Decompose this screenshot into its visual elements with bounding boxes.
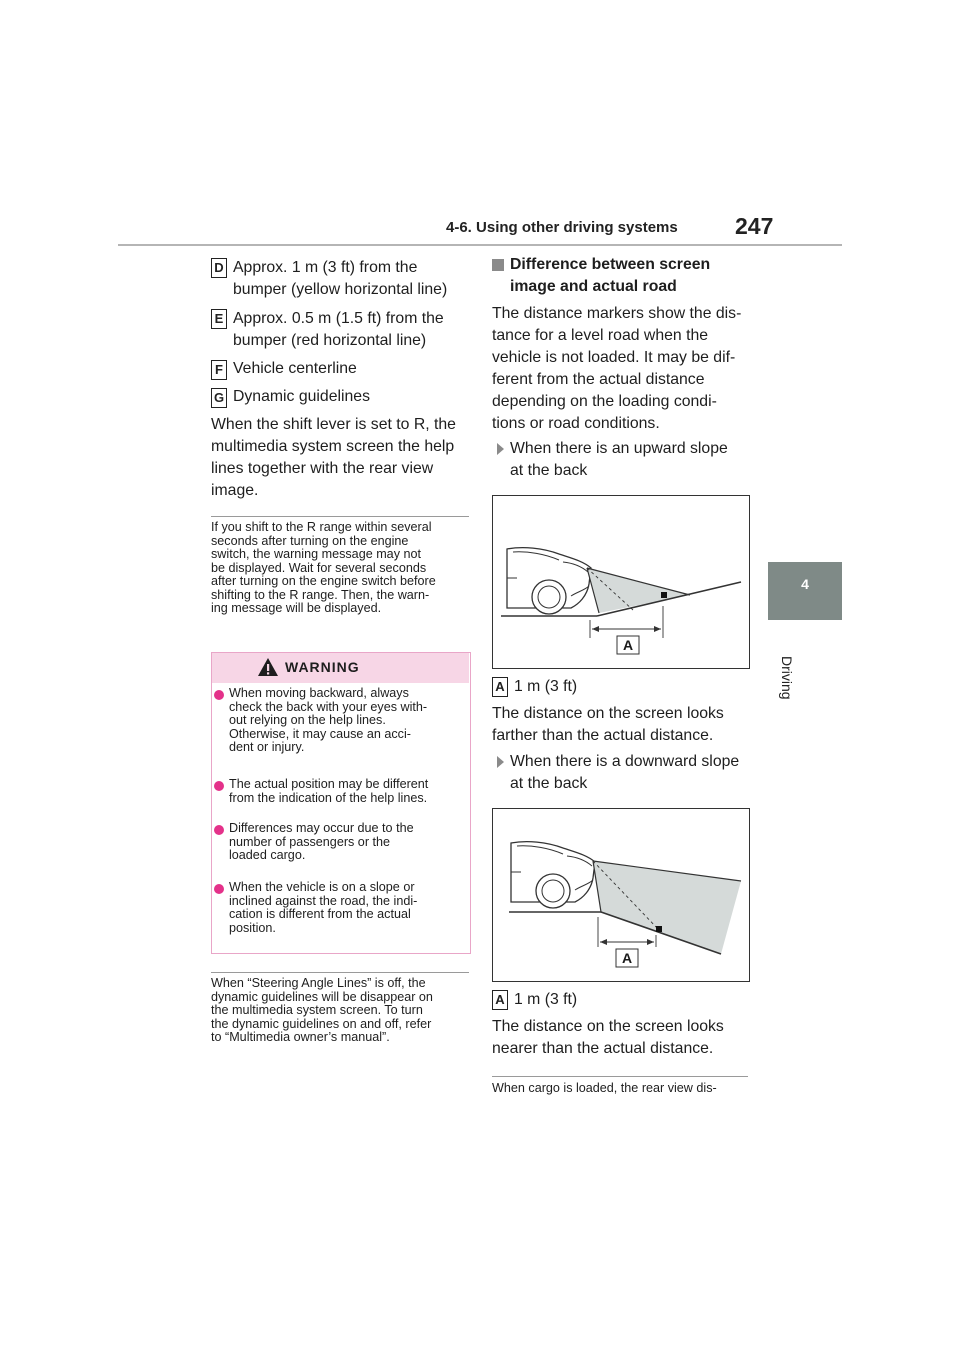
upward-slope-diagram <box>492 495 750 669</box>
label-box-e: E <box>211 309 227 329</box>
bullet-icon <box>214 825 224 835</box>
label-box-d: D <box>211 258 227 278</box>
warning-line: check the back with your eyes with- <box>229 699 428 714</box>
item-d-line2: bumper (yellow horizontal line) <box>233 281 448 298</box>
legend-text: 1 m (3 ft) <box>514 991 578 1008</box>
bullet-icon <box>214 884 224 894</box>
paragraph-line: When the shift lever is set to R, the <box>211 416 456 433</box>
note-line: to “Multimedia owner’s manual”. <box>211 1030 390 1044</box>
case-title: When there is a downward slope <box>510 753 740 770</box>
warning-line: from the indication of the help lines. <box>229 790 428 805</box>
note-line: the multimedia system screen. To turn <box>211 1003 423 1017</box>
warning-line: out relying on the help lines. <box>229 713 386 727</box>
warning-line: loaded cargo. <box>229 848 306 862</box>
paragraph-line: depending on the loading condi- <box>492 393 717 410</box>
warning-line: The actual position may be different <box>229 777 429 791</box>
label-box-g: G <box>211 388 227 408</box>
item-d-line1: Approx. 1 m (3 ft) from the <box>233 259 418 276</box>
note-rule <box>211 516 469 517</box>
warning-line: inclined against the road, the indi- <box>229 893 418 908</box>
label-box-f: F <box>211 360 227 380</box>
warning-line: When moving backward, always <box>229 686 409 700</box>
arrow-bullet-icon <box>497 443 504 455</box>
legend-text: 1 m (3 ft) <box>514 678 578 695</box>
chapter-number: 4 <box>801 576 809 592</box>
note-line: seconds after turning on the engine <box>211 533 409 548</box>
paragraph-line: tions or road conditions. <box>492 415 660 432</box>
section-bullet-icon <box>492 259 504 271</box>
item-e-line1: Approx. 0.5 m (1.5 ft) from the <box>233 310 444 327</box>
item-e-line2: bumper (red horizontal line) <box>233 332 427 349</box>
note-line: the dynamic guidelines on and off, refer <box>211 1016 432 1031</box>
warning-line: cation is different from the actual <box>229 907 411 921</box>
subsection-heading: image and actual road <box>510 278 677 295</box>
warning-line: position. <box>229 920 276 935</box>
bullet-icon <box>214 781 224 791</box>
result-line: farther than the actual distance. <box>492 727 714 744</box>
subsection-heading: Difference between screen <box>510 256 711 273</box>
warning-line: number of passengers or the <box>229 834 391 849</box>
warning-title: WARNING <box>285 659 360 675</box>
bullet-icon <box>214 690 224 700</box>
label-box-a: A <box>492 990 508 1010</box>
note-rule <box>211 972 469 973</box>
note-line: after turning on the engine switch before <box>211 574 436 588</box>
paragraph-line: image. <box>211 482 259 499</box>
warning-line: Differences may occur due to the <box>229 821 414 835</box>
warning-triangle-icon <box>257 656 279 678</box>
note-line: switch, the warning message may not <box>211 547 421 561</box>
warning-item <box>229 822 469 863</box>
item-f-line1: Vehicle centerline <box>233 360 357 377</box>
note-line: shifting to the R range. Then, the warn- <box>211 587 430 602</box>
paragraph-line: ferent from the actual distance <box>492 371 705 388</box>
note-line: If you shift to the R range within several <box>211 520 432 534</box>
paragraph-line: tance for a level road when the <box>492 327 709 344</box>
paragraph-line: multimedia system screen the help <box>211 438 455 455</box>
note-line: ing message will be displayed. <box>211 601 382 615</box>
result-line: The distance on the screen looks <box>492 705 724 722</box>
warning-item <box>229 778 469 805</box>
warning-line: When the vehicle is on a slope or <box>229 880 415 894</box>
case-title: at the back <box>510 462 588 479</box>
item-g-line1: Dynamic guidelines <box>233 388 370 405</box>
warning-item <box>229 881 469 935</box>
case-title: at the back <box>510 775 588 792</box>
note-line: dynamic guidelines will be disappear on <box>211 989 433 1004</box>
downward-slope-diagram <box>492 808 750 982</box>
arrow-bullet-icon <box>497 756 504 768</box>
paragraph-line: vehicle is not loaded. It may be dif- <box>492 349 736 366</box>
paragraph-line: The distance markers show the dis- <box>492 305 742 322</box>
page-number: 247 <box>735 213 774 239</box>
label-box-a: A <box>492 677 508 697</box>
note-line: be displayed. Wait for several seconds <box>211 560 427 575</box>
chapter-label: Driving <box>779 656 795 700</box>
paragraph-line: lines together with the rear view <box>211 460 434 477</box>
warning-item <box>229 687 469 755</box>
diagram-label-a: A <box>622 637 634 653</box>
result-line: The distance on the screen looks <box>492 1018 724 1035</box>
diagram-label-a: A <box>621 950 633 966</box>
section-title: 4-6. Using other driving systems <box>446 219 678 236</box>
header-rule <box>118 244 842 246</box>
case-title: When there is an upward slope <box>510 440 728 457</box>
note-line: When cargo is loaded, the rear view dis- <box>492 1081 717 1095</box>
note-rule <box>492 1076 748 1077</box>
warning-line: Otherwise, it may cause an acci- <box>229 726 411 741</box>
note-line: When “Steering Angle Lines” is off, the <box>211 976 426 990</box>
result-line: nearer than the actual distance. <box>492 1040 714 1057</box>
warning-line: dent or injury. <box>229 740 305 754</box>
